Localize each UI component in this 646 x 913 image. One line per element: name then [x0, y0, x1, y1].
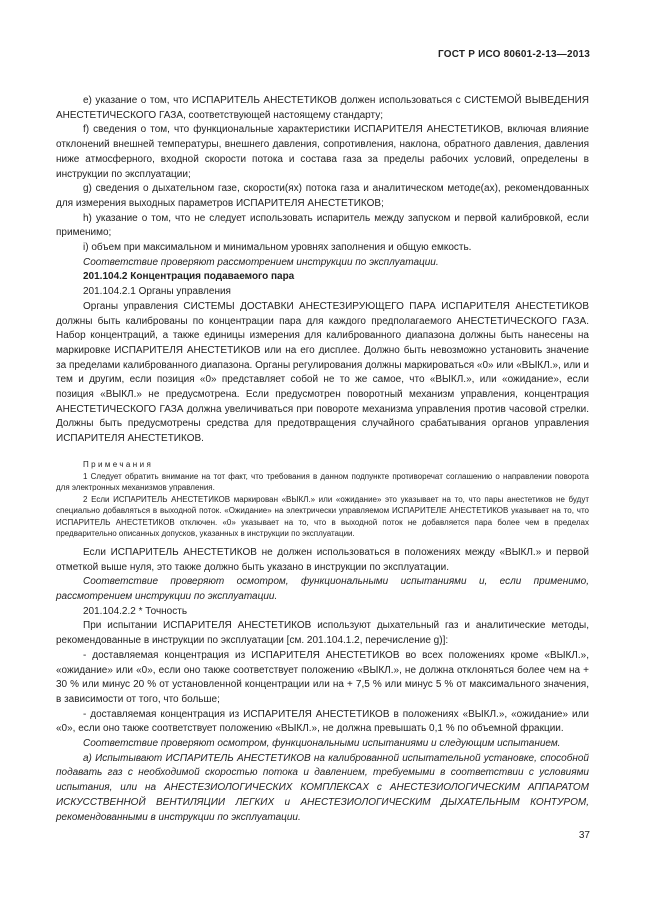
test-item-a: а) Испытывают ИСПАРИТЕЛЬ АНЕСТЕТИКОВ на калиброванной испытательной установке, способной подавать газ с необходимой скоростью потока и давлением, требуемыми в соответствии с условиями испытания, или на АНЕСТЕЗИОЛОГИЧЕСКИХ КОМПЛЕКСАХ с АНЕСТЕЗИОЛОГИЧЕСКИМ АППАРАТОМ ИСКУССТВЕННОЙ ВЕНТИЛЯЦИИ ЛЕГКИХ и АНЕСТЕЗИОЛОГИЧЕСКИМ ДЫХАТЕЛЬНЫМ КОНТУРОМ, рекомендованными в инструкции по эксплуатации. [56, 752, 589, 823]
page-number: 37 [578, 830, 590, 841]
list-item-i: i) объем при максимальном и минимальном уровнях заполнения и общую емкость. [83, 242, 472, 254]
doc-header: ГОСТ Р ИСО 80601-2-13—2013 [438, 49, 590, 60]
list-item-g: g) сведения о дыхательном газе, скорости(ях) потока газа и аналитическом методе(ах), рекомендованных для измерения выходных параметров ИСПАРИТЕЛЯ АНЕСТЕТИКОВ; [56, 183, 589, 209]
subsection-heading-controls: 201.104.2.1 Органы управления [83, 286, 231, 298]
note-2: 2 Если ИСПАРИТЕЛЬ АНЕСТЕТИКОВ маркирован «ВЫКЛ.» или «ожидание» это указывает на то, что пары анестетиков не будут специально добавляться в выходной поток. «Ожидание» на электрически управляемом ИСПАРИТЕЛЕ АНЕСТЕТИКОВ указывает на то, что ИСПАРИТЕЛЬ АНЕСТЕТИКОВ отключен. «0» указывает на то, что в выходной поток не добавляется пара более чем в пределах предварительно описанных допусков, указанных в инструкции по эксплуатации. [56, 494, 589, 539]
compliance-check-3: Соответствие проверяют осмотром, функциональными испытаниями и следующим испытанием. [83, 738, 561, 750]
list-item-h: h) указание о том, что не следует использовать испаритель между запуском и первой калибровкой, если применимо; [56, 212, 589, 239]
note-1: 1 Следует обратить внимание на тот факт, что требования в данном подпункте противоречат соглашению о направлении поворота для электронных механизмов управления. [56, 471, 589, 493]
section-heading: 201.104.2 Концентрация подаваемого пара [83, 271, 295, 283]
compliance-check-1: Соответствие проверяют рассмотрением инструкции по эксплуатации. [83, 256, 439, 268]
dash-item-2: - доставляемая концентрация из ИСПАРИТЕЛЯ АНЕСТЕТИКОВ в положениях «ВЫКЛ.», «ожидание» или «0», если оно также соответствует положению «ВЫКЛ.», не должна превышать 0,1 % по объемной фракции. [56, 708, 589, 735]
controls-paragraph: Органы управления СИСТЕМЫ ДОСТАВКИ АНЕСТЕЗИРУЮЩЕГО ПАРА ИСПАРИТЕЛЯ АНЕСТЕТИКОВ должны быть калиброваны по концентрации пара для каждого предполагаемого АНЕСТЕТИЧЕСКОГО ГАЗА. Набор концентраций, а также единицы измерения для калиброванного диапазона должны быть нанесены на маркировке ИСПАРИТЕЛЯ АНЕСТЕТИКОВ или на его дисплее. Должно быть невозможно установить значение за пределами калиброванного диапазона. Органы регулирования должны маркироваться «0» или «ВЫКЛ.», или и тем и другим, если позиция «0» представляет собой не то же самое, что «ВЫКЛ.», или «ожидание», если позиция «ВЫКЛ.» не предусмотрена. Если предусмотрен поворотный механизм управления, концентрация АНЕСТЕТИЧЕСКОГО ГАЗА должна увеличиваться при повороте механизма управления против часовой стрелки. Должны быть предусмотрены средства для предотвращения случайного срабатывания органов управления ИСПАРИТЕЛЯ АНЕСТЕТИКОВ. [56, 300, 589, 445]
list-item-e: e) указание о том, что ИСПАРИТЕЛЬ АНЕСТЕТИКОВ должен использоваться с СИСТЕМОЙ ВЫВЕДЕНИЯ АНЕСТЕТИЧЕСКОГО ГАЗА, соответствующей настоящему стандарту; [56, 95, 589, 121]
off-positions-paragraph: Если ИСПАРИТЕЛЬ АНЕСТЕТИКОВ не должен использоваться в положениях между «ВЫКЛ.» и первой отметкой выше нуля, это также должно быть указано в инструкции по эксплуатации. [56, 546, 589, 573]
compliance-check-2: Соответствие проверяют осмотром, функциональными испытаниями и, если применимо, рассмотрением инструкции по эксплуатации. [56, 576, 589, 602]
subsection-heading-accuracy: 201.104.2.2 * Точность [83, 605, 188, 617]
document-body [56, 94, 589, 825]
accuracy-paragraph: При испытании ИСПАРИТЕЛЯ АНЕСТЕТИКОВ используют дыхательный газ и аналитические методы, рекомендованные в инструкции по эксплуатации [см. 201.104.1.2, перечисление g)]: [56, 620, 589, 647]
dash-item-1: - доставляемая концентрация из ИСПАРИТЕЛЯ АНЕСТЕТИКОВ во всех положениях кроме «ВЫКЛ.», «ожидание» или «0», если оно также соответствует положению «ВЫКЛ.», не должна отклоняться более чем на + 30 % или минус 20 % от установленной концентрации или на + 7,5 % или минус 5 % от максимального значения, в зависимости от того, что больше; [56, 649, 589, 705]
notes-heading: Примечания [83, 459, 154, 469]
list-item-f: f) сведения о том, что функциональные характеристики ИСПАРИТЕЛЯ АНЕСТЕТИКОВ, включая влияние отклонений внешней температуры, внешнего давления, сопротивления, наклона, обратного давления, давления ниже атмосферного, входной скорости потока и состава газа за пределы рабочих условий, определены в инструкции по эксплуатации; [56, 124, 589, 180]
